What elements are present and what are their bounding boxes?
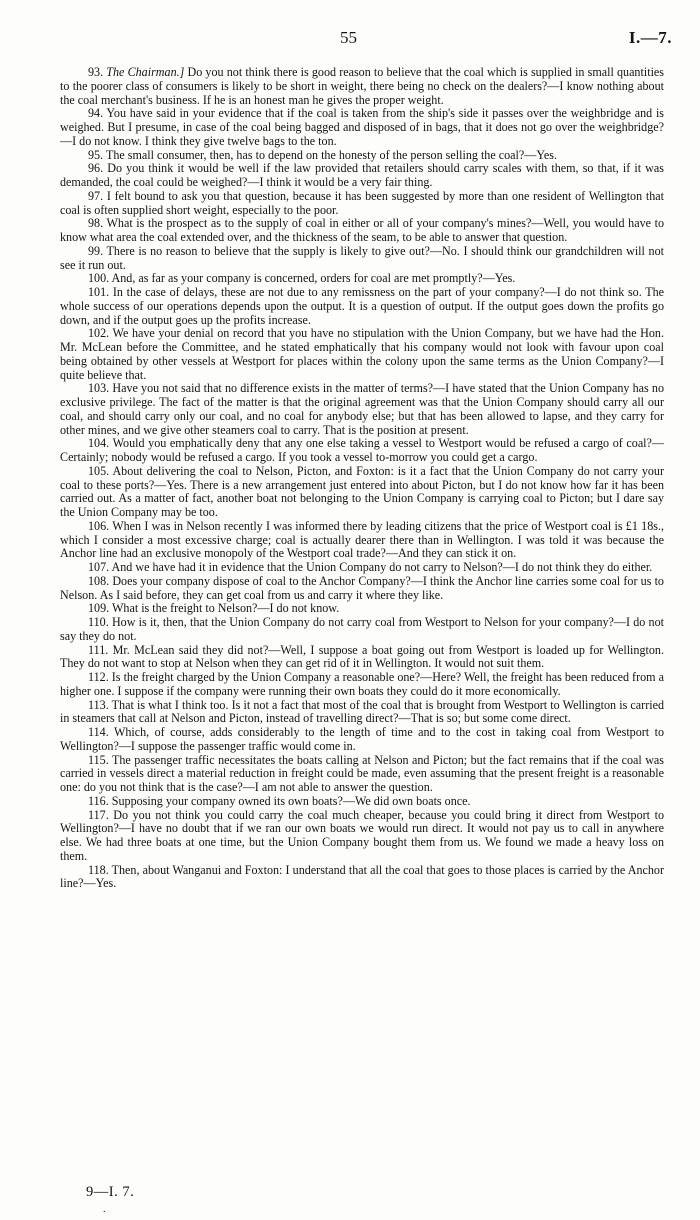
question-text: Then, about Wanganui and Foxton: I understand that all the coal that goes to those places is carried by the Anchor line?—Yes. — [60, 862, 664, 891]
question-number: 112. — [88, 670, 109, 684]
question-paragraph — [60, 465, 664, 520]
question-text: Is the freight charged by the Union Company a reasonable one?—Here? Well, the freight has been reduced from a higher one. I suppose if the company were running their own boats they could do it more economically. — [60, 670, 664, 698]
question-text: I felt bound to ask you that question, because it has been suggested by more than one resident of Wellington that coal is often supplied short weight, especially to the poor. — [60, 188, 665, 217]
question-text: About delivering the coal to Nelson, Picton, and Foxton: is it a fact that the Union Company do not carry your coal to these ports?—Yes. There is a new arrangement just entered into about Picton, but I do not know how far it has been carried out. As a matter of fact, another boat not belonging to the Union Company is carrying coal to Picton; but I dare say the Union Company may be too. — [60, 463, 664, 519]
question-paragraph — [60, 286, 664, 327]
question-paragraph — [60, 272, 664, 286]
question-paragraph — [60, 809, 664, 864]
document-reference: I.—7. — [628, 28, 672, 47]
question-number: 108. — [88, 573, 110, 588]
question-number: 95. — [88, 147, 104, 162]
question-paragraph — [60, 754, 664, 795]
question-number: 105. — [88, 463, 110, 478]
question-text: The passenger traffic necessitates the boats calling at Nelson and Picton; but the fact remains that if the coal was carried in vessels direct a material reduction in freight could be made, even assuming that the present freight is a reasonable one: do you not think that is the case?—I am not able to answer the question. — [60, 752, 664, 794]
question-paragraph — [60, 245, 664, 273]
question-number: 110. — [88, 615, 109, 629]
question-paragraph — [60, 795, 664, 809]
question-text: How is it, then, that the Union Company do not carry coal from Westport to Nelson for your company?—I do not say they do not. — [60, 615, 664, 643]
question-text: What is the freight to Nelson?—I do not know. — [111, 601, 340, 616]
question-text: Have you not said that no difference exists in the matter of terms?—I have stated that the Union Company has no exclusive privilege. The fact of the matter is that the original agreement was that the Union Company should carry all our coal, and should carry only our coal, and no coal for anybody else; but that has been allowed to lapse, and they carry for other mines, and we give other steamers coal to carry. That is the position at present. — [60, 381, 664, 437]
question-paragraph — [60, 671, 664, 699]
question-number: 97. — [88, 188, 104, 203]
question-number: 104. — [88, 436, 110, 451]
question-number: 109. — [88, 601, 110, 616]
question-paragraph — [60, 437, 664, 465]
question-paragraph — [60, 66, 664, 107]
question-number: 113. — [88, 697, 109, 712]
question-text: That is what I think too. Is it not a fact that most of the coal that is brought from Westport to Wellington is carried in steamers that call at Nelson and Picton, instead of travelling direct?—That is so; but some come direct. — [60, 697, 664, 726]
question-text: You have said in your evidence that if the coal is taken from the ship's side it passes over the weighbridge and is weighed. But I presume, in case of the coal being bagged and disposed of in bags, that it does not go over the weighbridge?—I do not know. I think they give twelve bags to the ton. — [60, 106, 665, 148]
question-number: 111. — [88, 642, 109, 657]
question-paragraph — [60, 699, 664, 727]
question-number: 114. — [88, 725, 109, 739]
question-text: In the case of delays, these are not due to any remissness on the part of your company?—I do not think so. The whole success of our operations depends upon the output. It is a question of output. If the output goes down the profits go down, and if the output goes up the profits increase. — [60, 285, 665, 327]
question-paragraph — [60, 327, 664, 382]
question-number: 99. — [88, 243, 104, 258]
question-paragraph — [60, 602, 664, 616]
signature-mark: 9—I. 7. — [86, 1184, 135, 1200]
question-number: 115. — [88, 752, 109, 767]
question-paragraph — [60, 382, 664, 437]
evidence-text — [60, 66, 664, 891]
question-number: 101. — [88, 285, 110, 299]
question-paragraph — [60, 726, 664, 754]
question-paragraph — [60, 644, 664, 672]
question-paragraph — [60, 575, 664, 603]
question-number: 116. — [88, 793, 109, 808]
question-text: Which, of course, adds considerably to the length of time and to the cost in taking coal from Westport to Wellington?—I suppose the passenger traffic would come in. — [60, 725, 664, 753]
question-text: We have your denial on record that you have no stipulation with the Union Company, but we have had the Hon. Mr. McLean before the Committee, and he stated emphatically that his company would not look with favour upon coal being obtained by other vessels at Westport for places within the colony upon the same terms as the Union Company?—I quite believe that. — [60, 326, 664, 382]
question-paragraph — [60, 107, 664, 148]
question-number: 117. — [88, 807, 109, 822]
question-text: Would you emphatically deny that any one else taking a vessel to Westport would be refused a cargo of coal?—Certainly; nobody would be refused a cargo. If you took a vessel to-morrow you could get a cargo. — [60, 436, 665, 464]
question-paragraph — [60, 217, 664, 245]
question-text: When I was in Nelson recently I was informed there by leading citizens that the price of Westport coal is £1 18s., which I consider a most excessive charge; coal is actually dearer there than in Wellington. I was told it was because the Anchor line had an exclusive monopoly of the Westport coal trade?—And they can stick it on. — [60, 518, 664, 561]
question-text: Do you think it would be well if the law provided that retailers should carry scales with them, so that, if it was demanded, the coal could be weighed?—I think it would be a very fair thing. — [60, 161, 664, 189]
question-number: 118. — [88, 862, 109, 877]
question-text: Do you not think there is good reason to believe that the coal which is supplied in small quantities to the poorer class of consumers is likely to be short in weight, there being no check on the dealers?—I know nothing about the coal merchant's business. If he is an honest man he gives the proper weight. — [60, 65, 664, 107]
question-text: And we have had it in evidence that the Union Company do not carry to Nelson?—I do not think they do either. — [111, 560, 653, 574]
question-text: Does your company dispose of coal to the Anchor Company?—I think the Anchor line carries some coal for us to Nelson. As I said before, they can get coal from us and carry it where they like. — [60, 573, 664, 602]
question-number: 103. — [88, 381, 110, 396]
question-text: There is no reason to believe that the supply is likely to give out?—No. I should think our grandchildren will not see it run out. — [60, 243, 664, 272]
question-text: Mr. McLean said they did not?—Well, I suppose a boat going out from Westport is loaded up for Wellington. They do not want to stop at Nelson when they can get rid of it in Wellington. It would not suit them. — [60, 642, 664, 671]
question-text: Supposing your company owned its own boats?—We did own boats once. — [111, 793, 471, 808]
question-paragraph — [60, 520, 664, 561]
question-paragraph — [60, 864, 664, 892]
speaker-label: The Chairman.] — [106, 65, 185, 79]
question-number: 102. — [88, 326, 110, 341]
question-number: 107. — [88, 560, 110, 574]
question-number: 93. — [88, 65, 104, 79]
question-paragraph — [60, 149, 664, 163]
question-number: 96. — [88, 161, 104, 176]
question-number: 94. — [88, 106, 104, 121]
question-text: And, as far as your company is concerned, orders for coal are met promptly?—Yes. — [111, 271, 516, 286]
question-text: Do you not think you could carry the coal much cheaper, because you could bring it direct from Westport to Wellington?—I have no doubt that if we ran our own boats we would run direct. It would not pay us to call in anywhere else. We had three boats at one time, but the Union Company bought them from us. We found we made a heavy loss on them. — [60, 807, 664, 863]
question-paragraph — [60, 190, 664, 218]
question-number: 100. — [88, 271, 110, 286]
question-text: The small consumer, then, has to depend on the honesty of the person selling the coal?—Yes. — [105, 147, 557, 162]
question-text: What is the prospect as to the supply of coal in either or all of your company's mines?—Well, you would have to know what area the coal extended over, and the thickness of the seam, to be able to answer that question. — [60, 216, 664, 244]
footer-dot: . — [103, 1204, 106, 1215]
question-paragraph — [60, 616, 664, 644]
question-number: 106. — [88, 518, 110, 533]
question-number: 98. — [88, 216, 104, 231]
page-number: 55 — [340, 28, 357, 47]
page-header — [0, 28, 700, 52]
question-paragraph — [60, 162, 664, 190]
question-paragraph — [60, 561, 664, 575]
